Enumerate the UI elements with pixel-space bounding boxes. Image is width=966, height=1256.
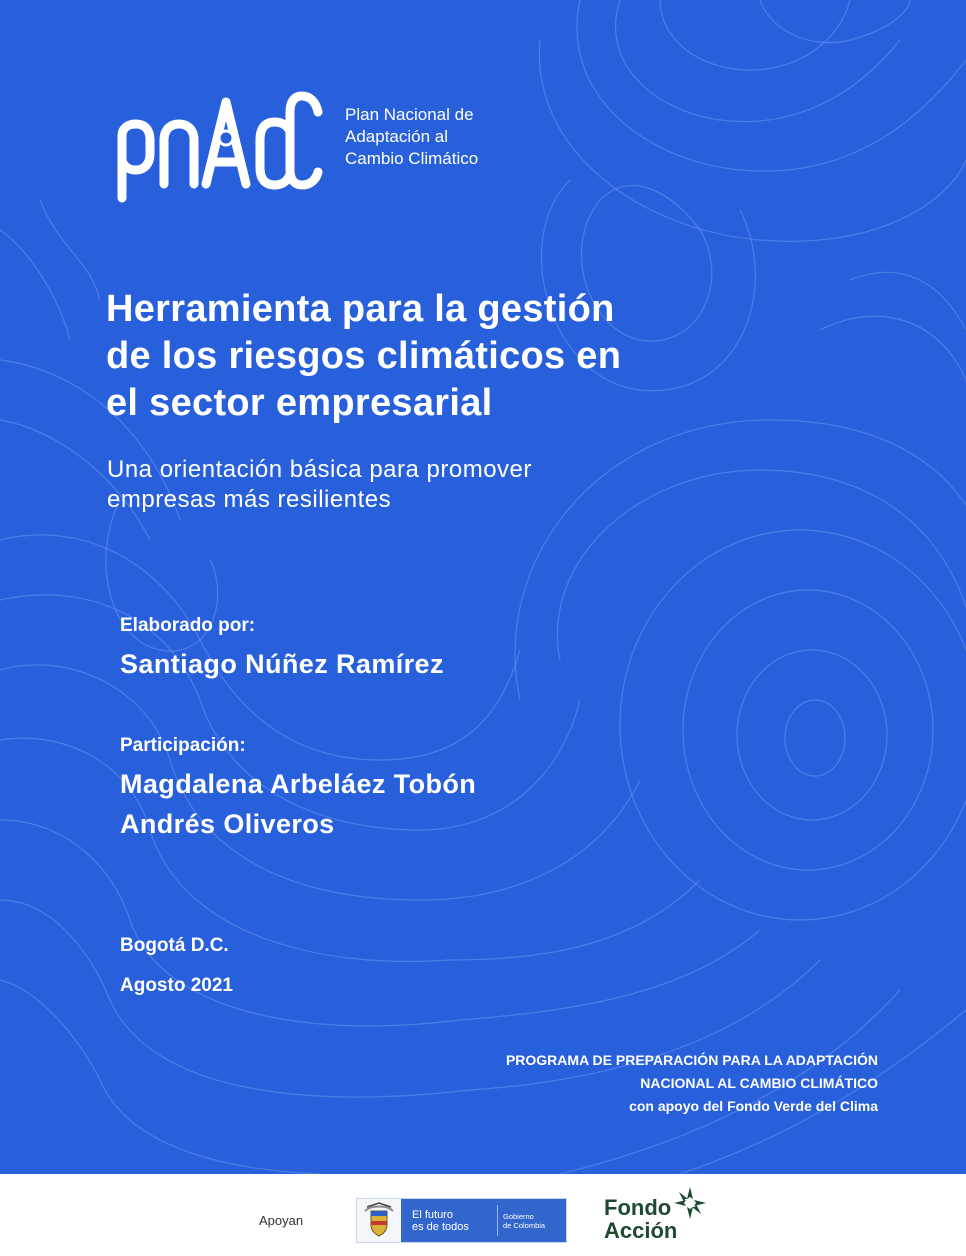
gov-logo-line: El futuro — [412, 1209, 453, 1221]
gov-small-text — [503, 1212, 545, 1230]
program-line: PROGRAMA DE PREPARACIÓN PARA LA ADAPTACIÓN — [505, 1052, 878, 1068]
sponsor-footer — [0, 1174, 966, 1256]
fondo-accion-logo — [604, 1196, 677, 1242]
fondo-line: Acción — [604, 1218, 678, 1243]
gov-logo-divider — [497, 1205, 498, 1236]
logo-subtitle-line: Plan Nacional de — [345, 105, 474, 124]
program-statement — [506, 1049, 878, 1118]
participation-label: Participación: — [120, 735, 246, 756]
place: Bogotá D.C. — [120, 935, 229, 956]
gobierno-colombia-logo — [356, 1198, 567, 1243]
subtitle-line: empresas más resilientes — [107, 486, 392, 513]
logo-subtitle-line: Cambio Climático — [345, 149, 479, 168]
gov-logo-text — [412, 1209, 469, 1233]
participant-name: Magdalena Arbeláez Tobón — [120, 769, 477, 799]
title-line: de los riesgos climáticos en — [106, 335, 622, 377]
fondo-line: Fondo — [604, 1195, 672, 1220]
date: Agosto 2021 — [120, 975, 233, 996]
pnacc-logo-icon — [114, 88, 324, 206]
program-line: con apoyo del Fondo Verde del Clima — [629, 1098, 878, 1114]
elaborated-label: Elaborado por: — [120, 615, 256, 636]
colombia-coat-of-arms-icon — [357, 1199, 401, 1242]
author-name: Santiago Núñez Ramírez — [120, 649, 444, 679]
participant-name: Andrés Oliveros — [120, 809, 335, 839]
support-label: Apoyan — [259, 1213, 304, 1228]
document-title — [106, 286, 746, 427]
program-line: NACIONAL AL CAMBIO CLIMÁTICO — [640, 1075, 878, 1091]
logo-subtitle-line: Adaptación al — [345, 127, 449, 146]
gov-logo-line: es de todos — [412, 1221, 469, 1233]
document-subtitle — [107, 455, 532, 515]
gov-small-line: de Colombia — [503, 1221, 546, 1230]
fondo-accion-star-icon — [672, 1185, 708, 1221]
title-line: Herramienta para la gestión — [106, 288, 615, 330]
subtitle-line: Una orientación básica para promover — [107, 456, 532, 483]
title-line: el sector empresarial — [106, 382, 493, 424]
logo-subtitle — [345, 104, 478, 170]
gov-small-line: Gobierno — [503, 1212, 534, 1221]
